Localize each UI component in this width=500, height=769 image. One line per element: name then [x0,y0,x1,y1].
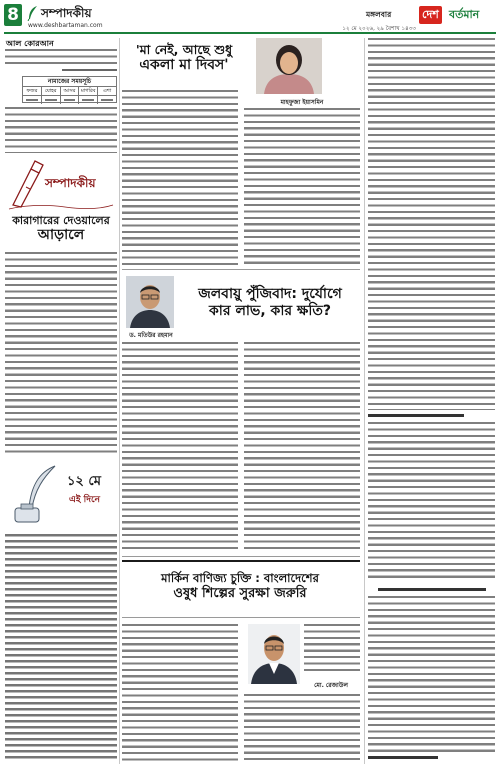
article-body-text [368,422,495,582]
column-divider [364,38,365,764]
verse-reference [62,69,117,71]
this-day-box [5,458,117,530]
article-body-text [244,342,360,552]
logo-part-2: বর্তমান [449,8,480,21]
article-body-text [122,90,238,266]
this-day-label: এই দিনে [69,495,100,505]
article-body-text [5,252,117,454]
author-name: মো. রেজাউল [314,682,348,689]
quran-label: আল কোরআন [6,39,54,48]
pharma-headline-box [122,560,360,618]
author-name: মাহফুজা ইয়াসমিন [280,99,324,106]
mother-article-headline [122,42,246,74]
subheading [378,588,486,591]
prayer-time-cell [23,96,41,104]
editorial-label: সম্পাদকীয় [45,176,96,190]
article-body-text [368,596,495,752]
article-body-text [122,342,238,552]
headline-line: কার লাভ, কার ক্ষতি? [209,302,331,319]
article-body-text [304,624,360,674]
masthead-logo [419,4,496,26]
author-name: ড. মতিউর রহমান [129,332,173,339]
pharma-article-headline [122,572,358,601]
headline-line: 'মা নেই, আছে শুধু [135,42,233,57]
author-photo-mahfuza [256,38,322,94]
section-title: সম্পাদকীয় [41,6,92,20]
headline-line: আড়ালে [37,227,85,244]
author-note [368,414,464,417]
this-day-list [5,534,117,762]
article-body-text [244,694,360,762]
author-photo-motiur [126,276,174,328]
article-body-text [5,107,117,153]
header-rule [4,32,496,34]
this-day-date: ১২ মে [67,474,101,489]
prayer-col-asr: আসর [60,87,79,95]
article-body-text [122,624,238,762]
editorial-headline [5,214,117,244]
page-number: 8 [4,4,22,26]
prayer-col-zuhr: যোহর [41,87,60,95]
prayer-time-cell [60,96,79,104]
climate-article-headline [180,286,360,320]
article-body-text [368,38,495,410]
prayer-time-cell [78,96,97,104]
author-note [368,756,438,759]
headline-line: জলবায়ু পুঁজিবাদ: দুর্যোগে [198,286,342,302]
issue-date: ১২ মে ২০২৬, ২৯ বৈশাখ ১৪৩৩ [342,26,416,32]
headline-line: কারাগারের দেওয়ালের [12,214,110,227]
quill-inkpot-icon [9,464,63,524]
prayer-table-time-row [23,95,116,104]
headline-line: মার্কিন বাণিজ্য চুক্তি : বাংলাদেশের [161,571,319,585]
quran-verse-text [5,49,117,67]
feather-pen-icon [27,5,39,21]
prayer-table-header-row [23,87,116,95]
article-divider [122,269,360,270]
column-divider [119,38,120,764]
prayer-time-table [22,76,117,103]
headline-line: একলা মা দিবস' [139,57,229,73]
author-photo-rezaul [248,624,300,684]
prayer-time-cell [41,96,60,104]
article-body-text [244,108,360,266]
weekday: মঙ্গলবার [366,10,392,19]
headline-line: ওষুধ শিল্পের সুরক্ষা জরুরি [173,585,307,601]
prayer-col-isha: এশা [97,87,116,95]
logo-part-1: দেশ [419,6,442,24]
prayer-table-title: নামাজের সময়সূচি [23,77,116,87]
prayer-col-maghrib: মাগরিব [78,87,97,95]
article-divider [122,556,360,557]
editorial-illustration [5,157,117,211]
prayer-time-cell [97,96,116,104]
prayer-col-fajr: ফজর [26,88,38,94]
website-url: www.deshbartaman.com [28,22,103,29]
